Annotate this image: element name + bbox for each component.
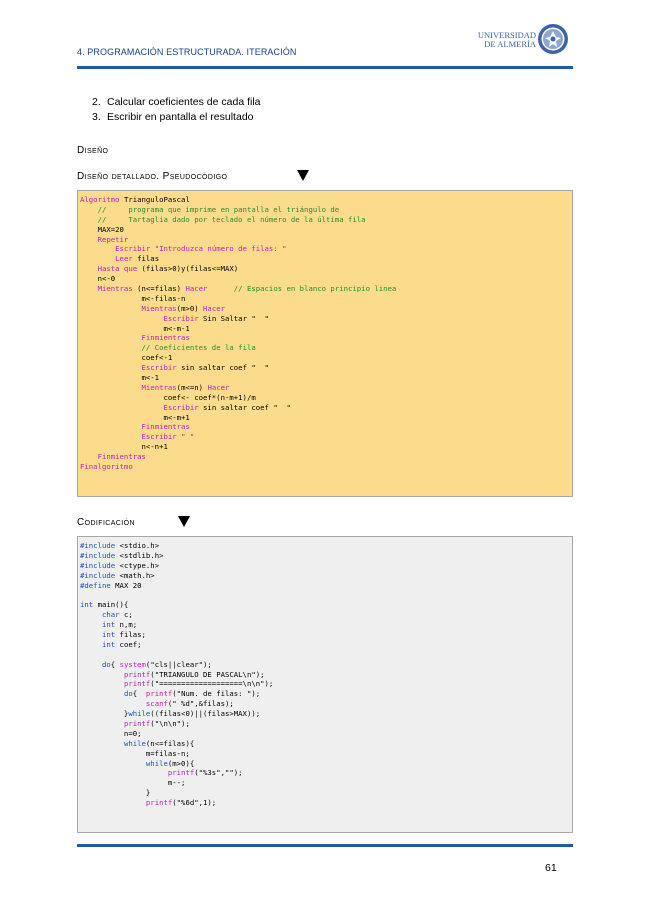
section-heading-codificacion: Codificación [77, 517, 135, 528]
code-token [80, 660, 102, 669]
code-line [80, 709, 570, 719]
code-token: (n<=filas){ [145, 738, 195, 748]
code-token [80, 422, 142, 431]
code-token: Repetir [97, 234, 129, 244]
code-token: #include [80, 570, 120, 580]
code-token: m=filas-n; [80, 748, 190, 758]
list-item-text: Escribir en pantalla el resultado [107, 111, 254, 123]
code-line [80, 739, 570, 749]
code-token: ("Num. de filas: "); [172, 689, 261, 699]
code-token [80, 798, 146, 807]
code-line [80, 225, 570, 235]
code-line [80, 679, 570, 689]
code-line [80, 788, 570, 798]
code-line [80, 403, 570, 413]
code-token [80, 314, 163, 323]
code-token: m<-1 [80, 373, 160, 383]
code-token [80, 699, 146, 708]
code-token: while [145, 758, 168, 768]
code-line [80, 590, 570, 600]
code-line [80, 610, 570, 620]
code-token [80, 363, 142, 372]
code-line [80, 749, 570, 759]
code-token [80, 432, 142, 441]
code-line [80, 640, 570, 650]
code-token [80, 620, 102, 629]
section-heading-diseno: Diseño [77, 145, 109, 156]
code-token: // Coeficientes de la fila [141, 343, 256, 353]
code-token: ("===================\n\n"); [150, 679, 274, 689]
down-triangle-icon [178, 516, 190, 527]
code-token: m--; [80, 778, 186, 788]
code-box [77, 536, 573, 833]
code-token: Hasta que [97, 264, 142, 274]
code-line [80, 798, 570, 808]
code-token: // Tartaglia dado por teclado el número de la última fila [80, 214, 366, 224]
code-token: { [110, 659, 120, 669]
code-token: Escribir [141, 432, 182, 442]
code-token: n=0; [80, 728, 142, 738]
code-line [80, 393, 570, 403]
code-line [80, 768, 570, 778]
code-line [80, 630, 570, 640]
code-token: <stdio.h> [119, 541, 160, 550]
code-token: coef; [119, 639, 142, 649]
code-line [80, 324, 570, 334]
code-token: Escribir [141, 363, 182, 373]
code-token: Escribir [163, 402, 204, 412]
code-line [80, 383, 570, 393]
code-token: ("\n\n"); [150, 719, 190, 729]
code-token: sin saltar coef " " [181, 363, 269, 373]
code-token: n,m; [119, 620, 138, 630]
code-token [80, 768, 168, 777]
code-token [207, 284, 233, 293]
university-seal-icon [537, 23, 569, 55]
code-line [80, 422, 570, 432]
code-token: Mientras [97, 284, 138, 294]
code-token [80, 739, 124, 748]
code-token: c; [123, 610, 133, 620]
code-line [80, 195, 570, 205]
code-token [80, 333, 142, 342]
code-token: <stdlib.h> [119, 550, 164, 560]
code-token [80, 759, 146, 768]
code-line [80, 778, 570, 788]
code-token: Finmientras [97, 452, 146, 462]
code-token: #include [80, 541, 120, 550]
code-line [80, 551, 570, 561]
code-line [80, 284, 570, 294]
code-line [80, 432, 570, 442]
code-token [80, 670, 124, 679]
code-token: char [101, 610, 124, 620]
code-token: Mientras [141, 382, 177, 392]
page-number: 61 [545, 862, 557, 874]
code-line [80, 689, 570, 699]
code-token: coef<-1 [80, 353, 173, 363]
code-line [80, 541, 570, 551]
code-line [80, 581, 570, 591]
code-token: ("%6d",1); [172, 798, 217, 808]
section-heading-pseudocodigo: Diseño detallado. Pseudocódigo [77, 171, 228, 182]
list-item-number: 3. [92, 111, 101, 123]
code-token: (m>0){ [167, 758, 195, 768]
code-token [80, 679, 124, 688]
code-token: filas; [119, 630, 146, 640]
code-token: // Espacios en blanco principio linea [233, 284, 397, 294]
code-line [80, 413, 570, 423]
code-token: while [123, 738, 146, 748]
code-token: int [80, 600, 98, 610]
code-token: filas [137, 254, 160, 264]
code-token [80, 343, 142, 352]
code-token: Escribir [163, 313, 204, 323]
code-line [80, 215, 570, 225]
list-item-text: Calcular coeficientes de cada fila [107, 96, 261, 108]
code-token: do [101, 659, 111, 669]
code-token: #define [80, 580, 116, 590]
code-token: MAX=20 [80, 224, 124, 234]
code-token [80, 264, 98, 273]
code-line [80, 729, 570, 739]
code-token [80, 689, 124, 698]
university-name [474, 31, 536, 48]
code-token: int [101, 620, 120, 630]
code-line [80, 660, 570, 670]
code-token: { [132, 689, 146, 699]
code-token: Sin Saltar " " [203, 313, 269, 323]
code-token [80, 610, 102, 619]
code-token: Algoritmo [80, 195, 124, 204]
code-token: // programa que imprime en pantalla el triángulo de [80, 204, 340, 214]
code-line [80, 274, 570, 284]
code-line [80, 314, 570, 324]
code-token: sin saltar coef " " [203, 402, 291, 412]
code-token: TrianguloPascal [123, 195, 190, 204]
code-line [80, 333, 570, 343]
code-token: coef<- coef*(n-m+1)/m [80, 392, 256, 402]
code-token: ("cls||clear"); [145, 659, 212, 669]
code-token: MAX 20 [115, 580, 142, 590]
code-token: <ctype.h> [119, 560, 160, 570]
code-line [80, 294, 570, 304]
code-token: (m<=n) [176, 382, 208, 392]
code-token: int [101, 639, 120, 649]
code-token: (m>0) [176, 303, 204, 313]
code-line [80, 699, 570, 709]
code-token: Finalgoritmo [80, 462, 133, 472]
code-token: (filas>0)y(filas<=MAX) [141, 264, 239, 274]
code-token: printf [123, 679, 151, 689]
footer-rule [77, 844, 573, 847]
university-name-line1: UNIVERSIDAD [477, 30, 536, 40]
code-line [80, 719, 570, 729]
university-name-line2: DE ALMERÍA [484, 38, 536, 49]
code-line [80, 373, 570, 383]
code-token [80, 235, 98, 244]
code-token [80, 403, 163, 412]
code-token: Escribir [115, 244, 155, 254]
code-line [80, 600, 570, 610]
code-token: n<-0 [80, 274, 116, 284]
chapter-title: 4. PROGRAMACIÓN ESTRUCTURADA. ITERACIÓN [77, 47, 297, 57]
code-token [80, 630, 102, 639]
code-token [80, 452, 98, 461]
code-token: m<-m+1 [80, 412, 190, 422]
code-line [80, 363, 570, 373]
code-token: (n<=filas) [137, 284, 186, 294]
code-line [80, 235, 570, 245]
code-line [80, 442, 570, 452]
code-token: #include [80, 560, 120, 570]
code-token: printf [123, 669, 151, 679]
code-line [80, 650, 570, 660]
code-token: system [119, 659, 146, 669]
code-token: (" %d",&filas); [167, 699, 234, 709]
code-token: int [101, 630, 120, 640]
code-token: Mientras [141, 303, 177, 313]
code-token: Leer [115, 254, 138, 264]
code-line [80, 304, 570, 314]
code-token: "Introduzca número de filas: " [154, 244, 287, 254]
code-token: printf [167, 768, 195, 778]
code-token: printf [145, 798, 173, 808]
header-rule [77, 66, 573, 69]
code-token: ("TRIANGULO DE PASCAL\n"); [150, 669, 265, 679]
code-token: Hacer [207, 382, 230, 392]
list-item [92, 95, 261, 110]
code-token [80, 304, 142, 313]
code-token: scanf [145, 699, 168, 709]
code-line [80, 462, 570, 472]
steps-list [92, 95, 261, 125]
code-line [80, 205, 570, 215]
code-line [80, 571, 570, 581]
code-line [80, 670, 570, 680]
code-line [80, 759, 570, 769]
code-line [80, 264, 570, 274]
code-token: printf [145, 689, 173, 699]
list-item [92, 110, 261, 125]
code-line [80, 620, 570, 630]
code-line [80, 343, 570, 353]
code-token [80, 719, 124, 728]
code-token: main(){ [97, 600, 129, 610]
code-token [80, 383, 142, 392]
code-token: Hacer [203, 303, 225, 313]
code-line [80, 254, 570, 264]
code-token: ("%3s",""); [194, 768, 243, 778]
code-token: } [80, 709, 129, 719]
code-line [80, 561, 570, 571]
code-token: n<-n+1 [80, 442, 168, 452]
code-line [80, 244, 570, 254]
code-token: printf [123, 719, 151, 729]
code-token [80, 254, 115, 263]
code-token: Hacer [185, 284, 208, 294]
list-item-number: 2. [92, 96, 101, 108]
code-token: <math.h> [119, 570, 155, 580]
code-token: ((filas<0)||(filas>MAX)); [150, 709, 261, 719]
code-token: " " [181, 432, 195, 442]
code-token: m<-filas-n [80, 293, 186, 303]
code-line [80, 452, 570, 462]
code-token: } [80, 788, 151, 798]
code-token: while [128, 709, 151, 719]
code-token: do [123, 689, 133, 699]
code-token [80, 640, 102, 649]
code-token: Finmientras [141, 333, 190, 343]
code-token: m<-m-1 [80, 323, 190, 333]
code-token [80, 284, 98, 293]
code-line [80, 353, 570, 363]
code-token: Finmientras [141, 422, 190, 432]
down-triangle-icon [297, 170, 309, 181]
code-token [80, 244, 115, 253]
pseudocode-box [77, 190, 573, 497]
code-token: #include [80, 550, 120, 560]
